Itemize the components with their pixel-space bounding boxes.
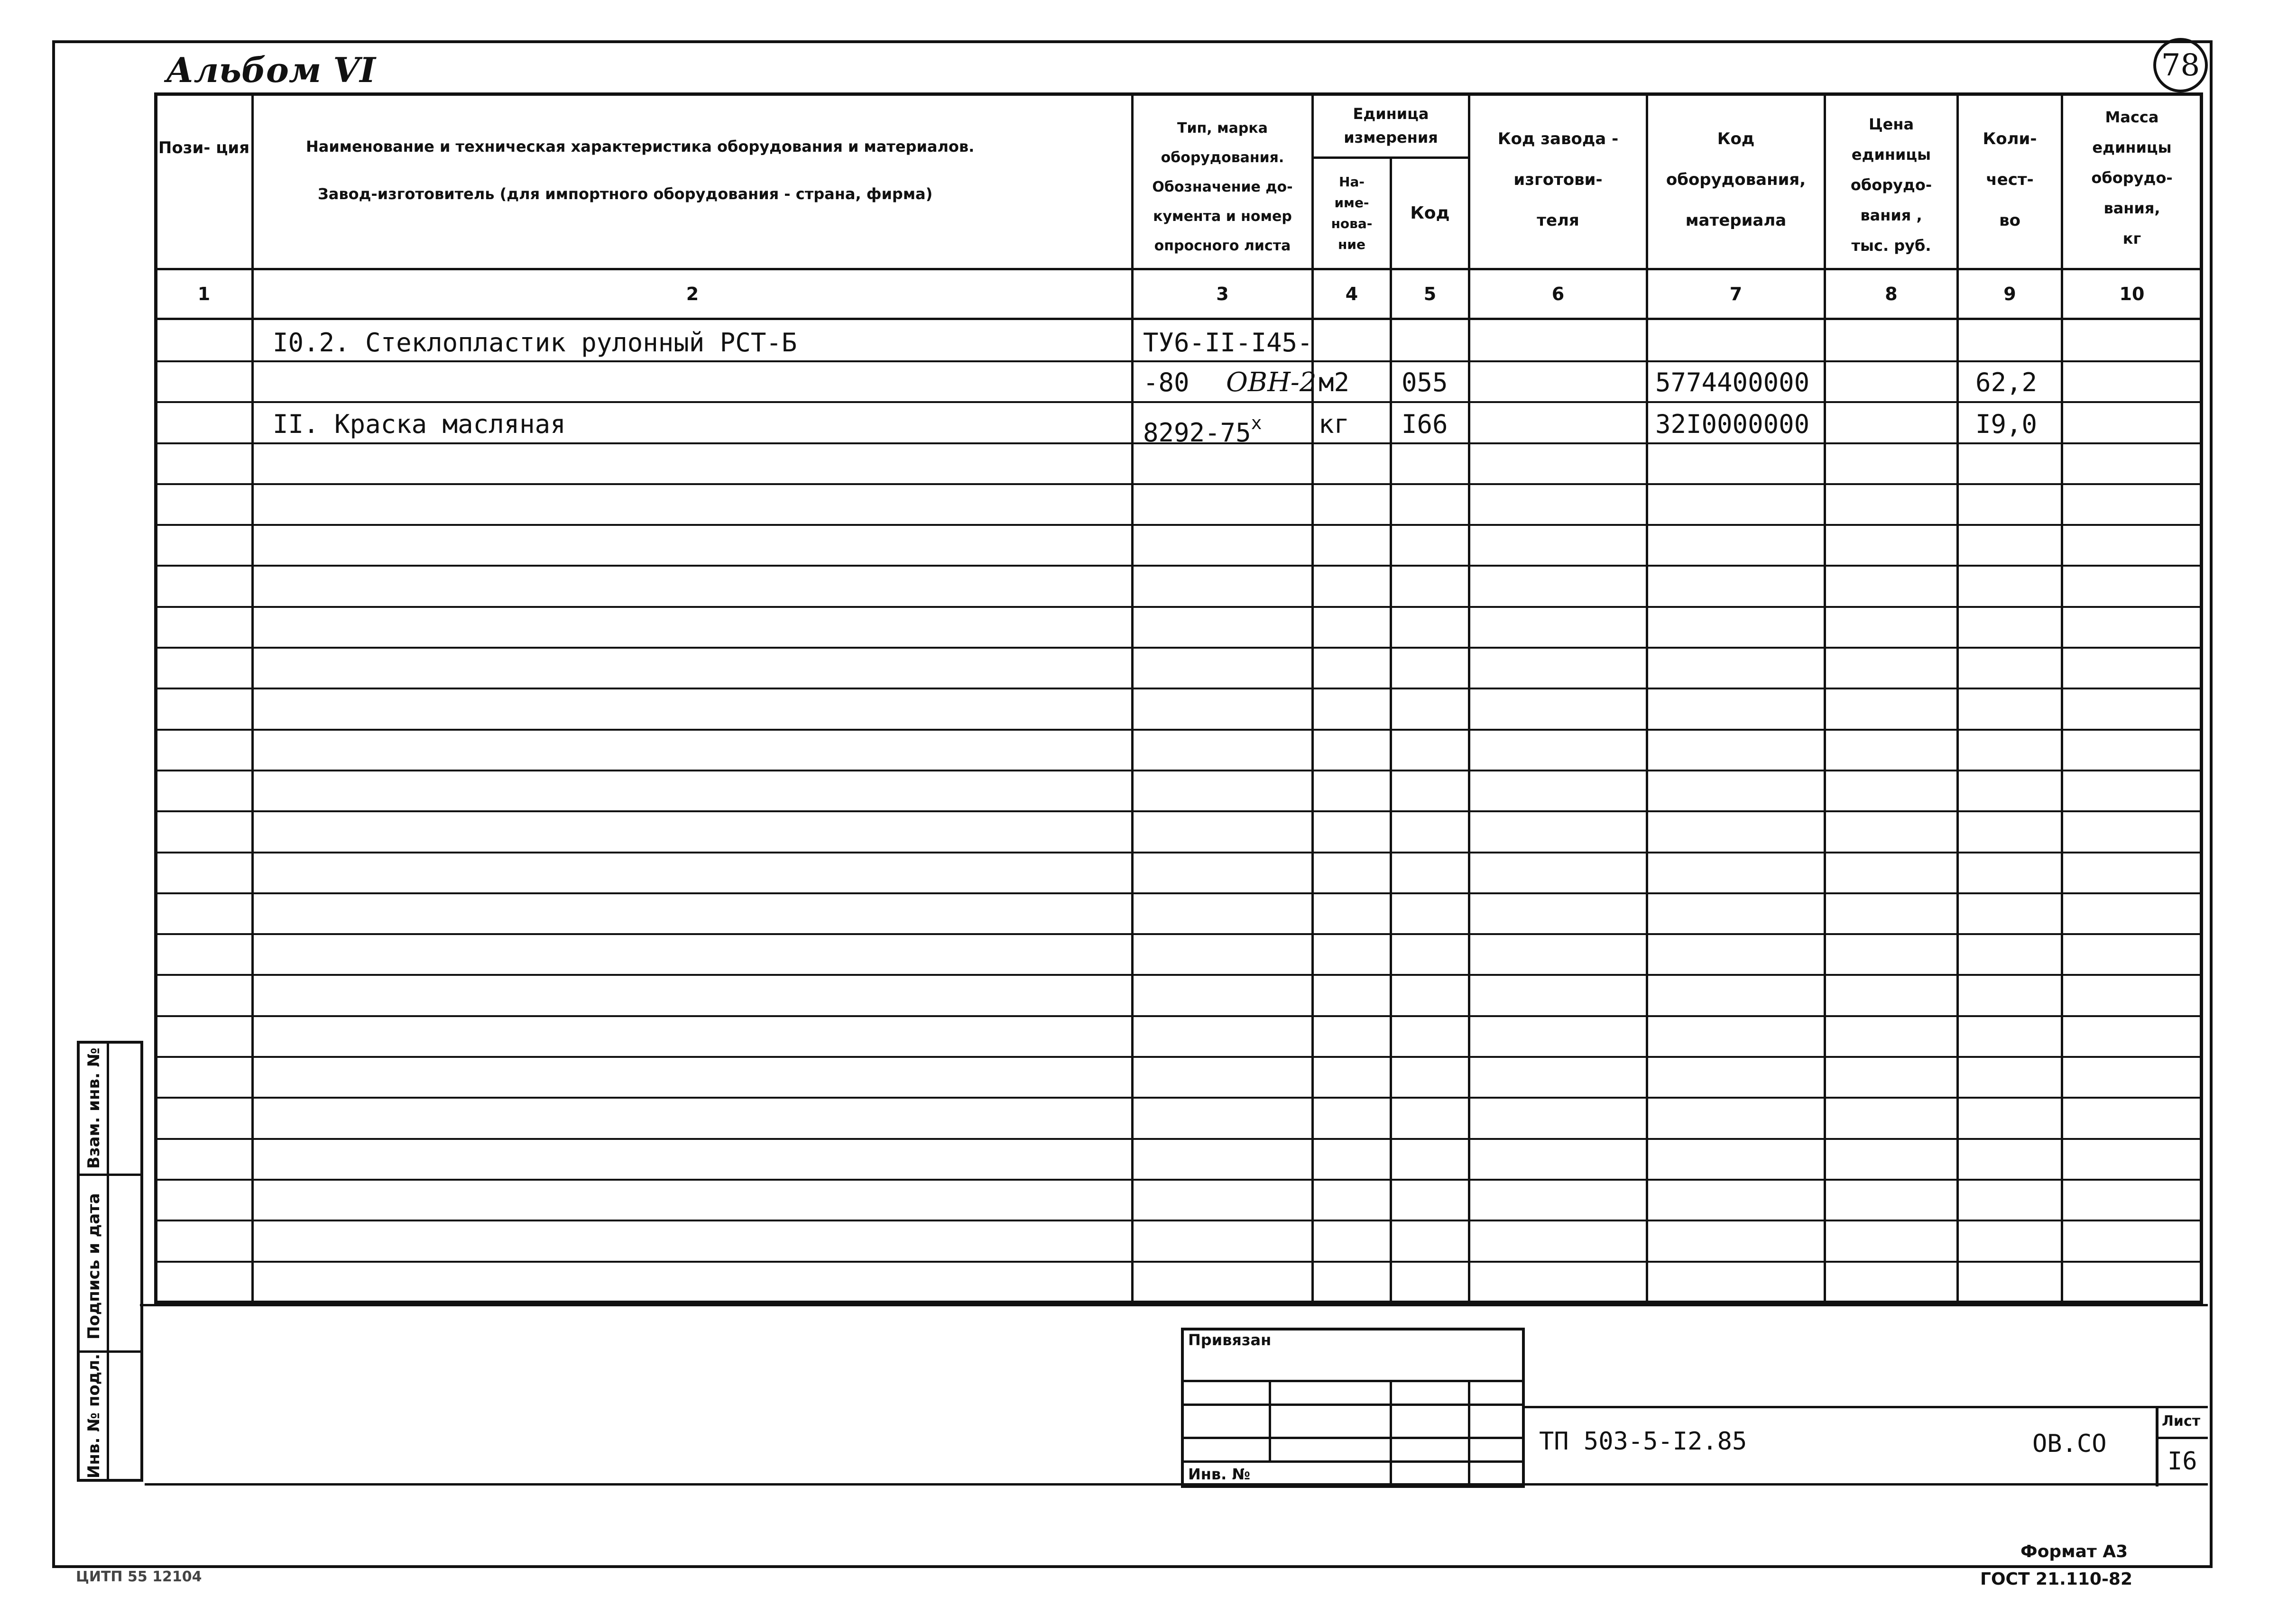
header-mass-l5: кг (2122, 229, 2141, 248)
row2-type-handwritten: ОВН-2 (1226, 367, 1317, 398)
header-mass-l3: оборудо- (2091, 169, 2173, 187)
row-line (154, 1138, 2203, 1140)
row2-code: 055 (1402, 367, 1448, 397)
header-unit-code-label: Код (1410, 203, 1450, 223)
row3-quantity: I9,0 (1975, 409, 2038, 439)
row-line (154, 688, 2203, 689)
side-stamp-line (77, 1174, 143, 1176)
header-unit-name-l1: На- (1339, 174, 1365, 190)
table-bottom-line (140, 1304, 2208, 1306)
side-stamp-line (77, 1350, 143, 1353)
header-factory-code (1470, 119, 1646, 241)
col-number: 5 (1423, 284, 1437, 304)
row3-unit: кг (1319, 409, 1350, 439)
page-number: 78 (2161, 47, 2200, 83)
privyazan-block (1181, 1328, 1525, 1488)
row-line (154, 974, 2203, 976)
document-code: ОВ.СО (2032, 1430, 2107, 1458)
header-price-l2: единицы (1851, 146, 1931, 164)
row-line (154, 852, 2203, 853)
header-quantity-l2: чест- (1986, 170, 2034, 189)
col-line (1468, 92, 1470, 1304)
header-unit-code (1392, 161, 1468, 266)
header-quantity-l1: Коли- (1983, 129, 2037, 148)
row-line (154, 606, 2203, 608)
header-position-label: Пози- ция (158, 138, 250, 157)
row-line (154, 729, 2203, 731)
row-line (154, 1261, 2203, 1263)
privyazan-line (1181, 1380, 1525, 1382)
side-stamp-inv: Инв. № подл. (84, 1353, 103, 1478)
col-number: 1 (197, 284, 211, 304)
privyazan-col (1390, 1380, 1392, 1488)
header-type-l2: оборудования. (1161, 149, 1284, 166)
header-unit-group-label: Единица измерения (1344, 105, 1438, 147)
header-factory-code-l3: теля (1537, 211, 1579, 230)
row-line (154, 933, 2203, 935)
row-line (154, 401, 2203, 403)
side-stamp-divider (107, 1041, 109, 1482)
header-factory-code-l2: изготови- (1513, 170, 1603, 189)
row2-quantity: 62,2 (1975, 367, 2038, 397)
side-stamp-podpis: Подпись и дата (84, 1193, 103, 1340)
row-line (154, 1015, 2203, 1017)
header-unit-name-l4: ние (1338, 237, 1365, 252)
header-name-line1: Наименование и техническая характеристика оборудования и материалов. (306, 138, 975, 156)
row2-type: -80 (1143, 367, 1190, 397)
row3-name: II. Краска масляная (273, 409, 566, 439)
header-quantity (1959, 119, 2061, 241)
privyazan-label: Привязан (1188, 1331, 1272, 1349)
header-price-l3: оборудо- (1850, 176, 1932, 194)
header-type-l3: Обозначение до- (1152, 179, 1293, 195)
header-price-l1: Цена (1868, 115, 1914, 133)
gost-label: ГОСТ 21.110-82 (1980, 1569, 2133, 1589)
header-unit-group (1314, 97, 1468, 154)
header-price-l5: тыс. руб. (1851, 237, 1931, 255)
col-line (1311, 92, 1314, 1304)
header-unit-name-l2: име- (1334, 195, 1369, 211)
header-position (157, 133, 251, 163)
spec-table (154, 92, 2203, 1304)
row-line (154, 1056, 2203, 1058)
privyazan-line (1181, 1404, 1525, 1406)
row-line (154, 524, 2203, 526)
col-line (251, 92, 254, 1304)
header-material-code-l2: оборудования, (1666, 170, 1806, 189)
sheet-label: Лист (2162, 1413, 2201, 1430)
col-number: 4 (1345, 284, 1358, 304)
header-unit-name (1314, 161, 1390, 266)
col-line (1956, 92, 1959, 1304)
col-line (1131, 92, 1134, 1304)
title-line (145, 1483, 2208, 1486)
privyazan-line (1181, 1460, 1525, 1463)
row3-type-sup: x (1251, 413, 1262, 433)
row2-material-code: 5774400000 (1655, 367, 1810, 397)
format-label: Формат А3 (2020, 1542, 2128, 1561)
header-material-code-l3: материала (1685, 211, 1787, 230)
sheet-number: I6 (2168, 1447, 2197, 1476)
row-line (154, 565, 2203, 567)
sheet-box-line (2156, 1437, 2208, 1439)
header-material-code (1648, 119, 1824, 241)
header-unit-name-l3: нова- (1331, 216, 1373, 231)
col-line (2061, 92, 2063, 1304)
col-line (1646, 92, 1648, 1304)
col-number: 7 (1729, 284, 1743, 304)
header-type-l4: кумента и номер (1153, 208, 1292, 225)
col-line (1824, 92, 1826, 1304)
inv-no-label: Инв. № (1188, 1465, 1250, 1483)
header-mass-l2: единицы (2092, 138, 2172, 156)
title-line (1525, 1406, 2208, 1408)
row1-type: ТУ6-II-I45- (1143, 328, 1313, 358)
row3-type (1143, 409, 1262, 447)
header-mass-l4: вания, (2103, 199, 2160, 217)
header-mass (2063, 102, 2201, 254)
privyazan-line (1181, 1437, 1525, 1439)
col-number: 6 (1551, 284, 1565, 304)
row-line (154, 1097, 2203, 1099)
row-line (154, 1179, 2203, 1181)
privyazan-col (1468, 1380, 1470, 1488)
left-code-label: ЦИТП 55 12104 (76, 1569, 202, 1585)
album-label: Альбом VI (166, 50, 376, 90)
row3-code: I66 (1402, 409, 1448, 439)
row-line (154, 892, 2203, 894)
header-type-l5: опросного листа (1154, 238, 1291, 254)
header-material-code-l1: Код (1717, 129, 1755, 148)
header-price (1826, 109, 1956, 261)
row-line (154, 770, 2203, 771)
col-number: 2 (686, 284, 699, 304)
privyazan-col (1269, 1380, 1271, 1460)
header-quantity-l3: во (1999, 211, 2020, 230)
page-number-circle (2153, 38, 2208, 92)
header-price-l4: вания , (1860, 206, 1922, 224)
header-name-line2: Завод-изготовитель (для импортного оборудования - страна, фирма) (318, 185, 933, 203)
row3-type-value: 8292-75 (1143, 418, 1251, 448)
document-designation: ТП 503-5-I2.85 (1539, 1427, 1747, 1456)
col-number: 8 (1885, 284, 1898, 304)
header-type-l1: Тип, марка (1177, 120, 1268, 137)
header-factory-code-l1: Код завода - (1497, 129, 1619, 148)
row2-unit: м2 (1319, 367, 1350, 397)
row-line (154, 483, 2203, 485)
row-line (154, 360, 2203, 362)
col-number: 10 (2119, 284, 2145, 304)
row3-material-code: 32I0000000 (1655, 409, 1810, 439)
col-number: 9 (2003, 284, 2016, 304)
header-type (1134, 114, 1311, 261)
row-line (154, 647, 2203, 649)
colnum-line (154, 318, 2203, 320)
col-number: 3 (1216, 284, 1229, 304)
row-line (154, 1220, 2203, 1221)
header-line (154, 268, 2203, 270)
side-stamp-vzam: Взам. инв. № (84, 1047, 103, 1169)
row-line (154, 810, 2203, 812)
header-mass-l1: Масса (2105, 108, 2159, 126)
row1-name: I0.2. Стеклопластик рулонный РСТ-Б (273, 328, 797, 358)
